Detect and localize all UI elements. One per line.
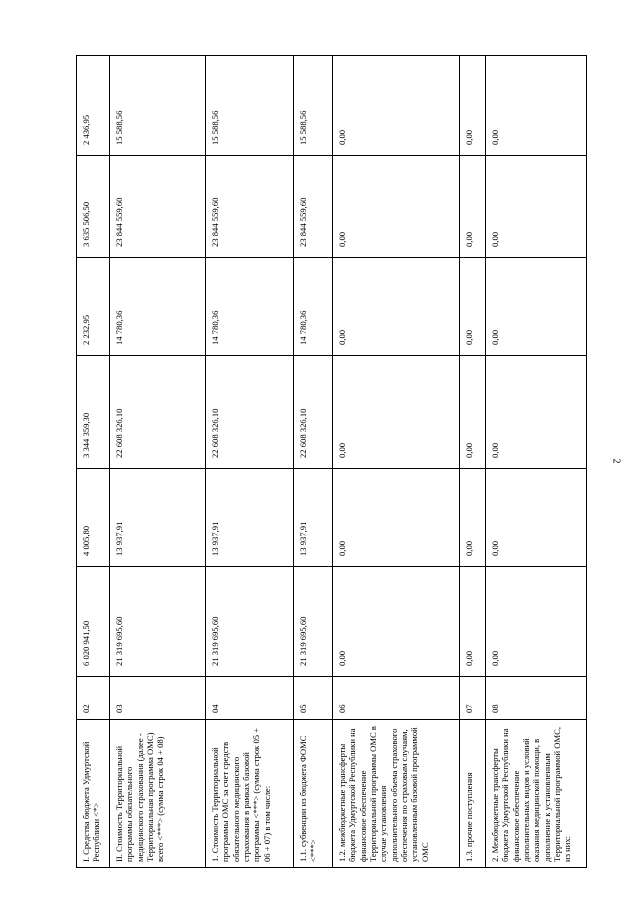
row-code: 08: [486, 677, 587, 720]
table-row: [486, 56, 587, 868]
value-cell: 0,00: [486, 469, 587, 567]
value-cell: 14 780,36: [206, 258, 294, 356]
value-cell: 0,00: [460, 356, 486, 469]
row-code: 06: [333, 677, 460, 720]
value-cell: 3 344 359,30: [77, 356, 110, 469]
value-cell: 22 608 326,10: [110, 356, 206, 469]
row-label: 1. Стоимость Территориальной программы ОМС за счет средств обязательного медицинского страхования в рамках базовой программы <***> (сумма строк 05 + 06 + 07) в том числе:: [206, 720, 294, 868]
row-code: 03: [110, 677, 206, 720]
table-row: [294, 56, 333, 868]
row-label: 1.3. прочие поступления: [460, 720, 486, 868]
table-row: [77, 56, 110, 868]
table-row: [110, 56, 206, 868]
value-cell: 14 780,36: [110, 258, 206, 356]
table-row: [333, 56, 460, 868]
value-cell: 0,00: [460, 258, 486, 356]
value-cell: 15 588,56: [206, 56, 294, 156]
value-cell: 2 232,95: [77, 258, 110, 356]
table-row: [460, 56, 486, 868]
table-row: [206, 56, 294, 868]
value-cell: 0,00: [486, 567, 587, 677]
row-label: 2. Межбюджетные трансферты бюджета Удмуртской Республики на финансовое обеспечение дополнительных видов и условий оказания медицинской помощи, в дополнение к установленным Территориальной программой ОМС, из них:: [486, 720, 587, 868]
value-cell: 21 319 695,60: [110, 567, 206, 677]
value-cell: 13 937,91: [206, 469, 294, 567]
rotated-table-wrapper: [76, 56, 586, 868]
value-cell: 2 436,95: [77, 56, 110, 156]
value-cell: 23 844 559,60: [206, 156, 294, 258]
value-cell: 0,00: [486, 56, 587, 156]
row-label: I. Средства бюджета Удмуртской Республики <*>: [77, 720, 110, 868]
budget-table: [76, 55, 587, 868]
row-code: 04: [206, 677, 294, 720]
value-cell: 0,00: [486, 356, 587, 469]
value-cell: 15 588,56: [294, 56, 333, 156]
value-cell: 0,00: [333, 469, 460, 567]
row-code: 02: [77, 677, 110, 720]
value-cell: 0,00: [460, 469, 486, 567]
value-cell: 0,00: [333, 156, 460, 258]
value-cell: 0,00: [460, 156, 486, 258]
value-cell: 23 844 559,60: [110, 156, 206, 258]
value-cell: 0,00: [333, 56, 460, 156]
value-cell: 21 319 695,60: [206, 567, 294, 677]
value-cell: 15 588,56: [110, 56, 206, 156]
value-cell: 0,00: [333, 567, 460, 677]
value-cell: 4 005,80: [77, 469, 110, 567]
value-cell: 0,00: [333, 258, 460, 356]
page-number: 2: [610, 458, 622, 464]
value-cell: 22 608 326,10: [294, 356, 333, 469]
value-cell: 0,00: [486, 258, 587, 356]
value-cell: 13 937,91: [110, 469, 206, 567]
value-cell: 3 635 506,50: [77, 156, 110, 258]
value-cell: 21 319 695,60: [294, 567, 333, 677]
value-cell: 6 020 941,50: [77, 567, 110, 677]
value-cell: 0,00: [460, 56, 486, 156]
row-label: 1.1. субвенции из бюджета ФОМС <***>: [294, 720, 333, 868]
value-cell: 23 844 559,60: [294, 156, 333, 258]
row-code: 05: [294, 677, 333, 720]
value-cell: 14 780,36: [294, 258, 333, 356]
row-label: 1.2. межбюджетные трансферты бюджета Удмуртской Республики на финансовое обеспечение Территориальной программы ОМС в случае установления дополнительного объема страхового обеспечения по страховым случаям, установленным базовой программой ОМС: [333, 720, 460, 868]
value-cell: 0,00: [460, 567, 486, 677]
value-cell: 0,00: [486, 156, 587, 258]
row-label: II. Стоимость Территориальной программы обязательного медицинского страхования (далее - Территориальная программа ОМС) всего <***> (сумма строк 04 + 08): [110, 720, 206, 868]
value-cell: 22 608 326,10: [206, 356, 294, 469]
row-code: 07: [460, 677, 486, 720]
value-cell: 0,00: [333, 356, 460, 469]
value-cell: 13 937,91: [294, 469, 333, 567]
